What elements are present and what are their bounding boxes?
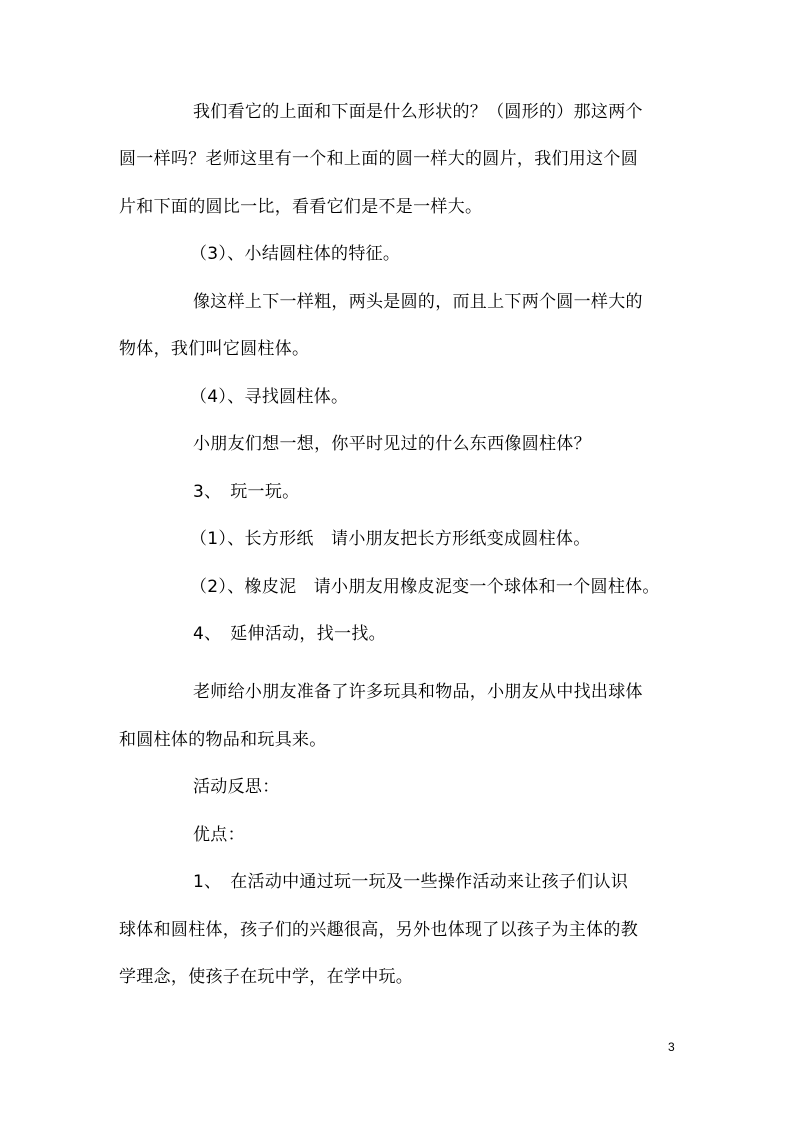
page-number: 3: [668, 1040, 675, 1054]
text-line: 优点：: [193, 825, 245, 845]
text-line: 活动反思：: [193, 777, 280, 797]
text-line: 和圆柱体的物品和玩具来。: [119, 730, 327, 750]
text-line: 像这样上下一样粗，两头是圆的，而且上下两个圆一样大的: [193, 292, 643, 312]
text-line: 物体，我们叫它圆柱体。: [119, 339, 310, 359]
text-line: 4、 延伸活动，找一找。: [193, 624, 386, 644]
text-line: （2）、橡皮泥 请小朋友用橡皮泥变一个球体和一个圆柱体。: [190, 577, 660, 597]
text-line: 圆一样吗？老师这里有一个和上面的圆一样大的圆片，我们用这个圆: [119, 149, 638, 169]
text-line: 3、 玩一玩。: [193, 482, 300, 502]
text-line: 1、 在活动中通过玩一玩及一些操作活动来让孩子们认识: [193, 872, 629, 892]
text-line: 老师给小朋友准备了许多玩具和物品，小朋友从中找出球体: [193, 682, 643, 702]
text-line: 片和下面的圆比一比，看看它们是不是一样大。: [119, 197, 483, 217]
text-line: 我们看它的上面和下面是什么形状的？（圆形的）那这两个: [193, 102, 643, 122]
text-line: 学理念，使孩子在玩中学，在学中玩。: [119, 967, 414, 987]
text-line: （4）、寻找圆柱体。: [190, 387, 349, 407]
text-line: （3）、小结圆柱体的特征。: [190, 244, 401, 264]
text-line: （1）、长方形纸 请小朋友把长方形纸变成圆柱体。: [190, 529, 591, 549]
text-line: 小朋友们想一想，你平时见过的什么东西像圆柱体？: [193, 434, 591, 454]
text-line: 球体和圆柱体，孩子们的兴趣很高，另外也体现了以孩子为主体的教: [119, 920, 638, 940]
